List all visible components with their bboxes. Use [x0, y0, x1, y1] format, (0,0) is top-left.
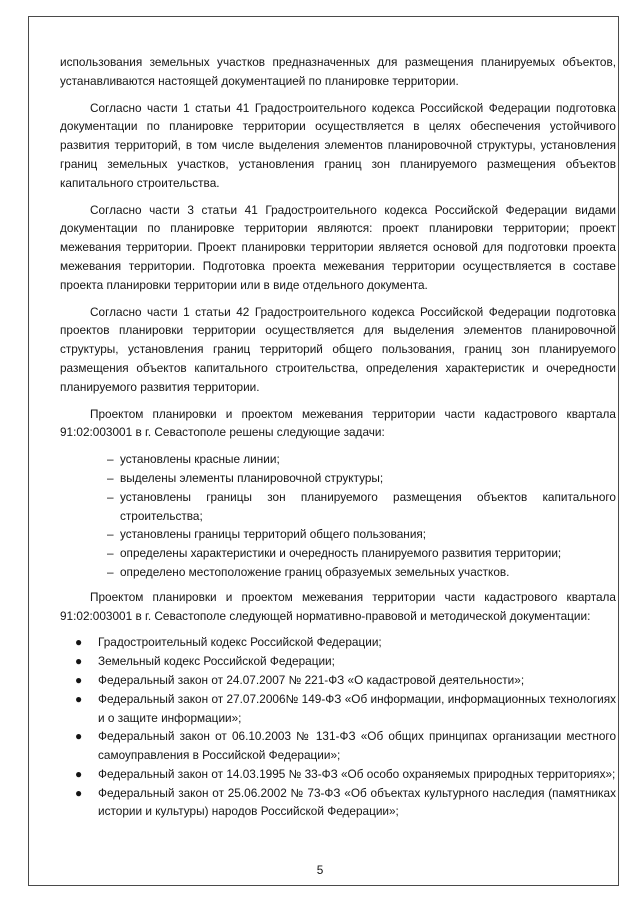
- list-item: – определено местоположение границ образуемых земельных участков.: [60, 563, 616, 582]
- page-number: 5: [316, 863, 324, 877]
- list-item: ● Федеральный закон от 25.06.2002 № 73-ФЗ «Об объектах культурного наследия (памятниках истории и культуры) народов Российской Федерации»;: [75, 785, 616, 819]
- dash-marker: –: [107, 564, 114, 579]
- dash-marker: –: [107, 452, 114, 467]
- list-item: – установлены границы территорий общего пользования;: [60, 525, 616, 544]
- list-item: ● Федеральный закон от 14.03.1995 № 33-ФЗ «Об особо охраняемых природных территориях»;: [60, 765, 616, 784]
- bullet-icon: ●: [75, 672, 83, 687]
- list-item: – выделены элементы планировочной структуры;: [60, 469, 616, 488]
- list-item: ● Градостроительный кодекс Российской Федерации;: [60, 633, 616, 652]
- list-item: – определены характеристики и очередность планируемого развития территории;: [60, 544, 616, 563]
- dash-marker: –: [107, 527, 114, 542]
- dash-marker: –: [107, 546, 114, 561]
- list-item: – установлены красные линии;: [60, 450, 616, 469]
- bullet-icon: ●: [75, 654, 83, 669]
- bullet-icon: ●: [75, 635, 83, 650]
- bullet-icon: ●: [75, 766, 83, 781]
- paragraph-article-42-part-1: Согласно части 1 статьи 42 Градостроительного кодекса Российской Федерации подготовка проектов планировки территории осуществляется для выделения элементов планировочной структуры, установления границ территорий общего пользования, границ зон планируемого размещения объектов капитального строительства, определения характеристик и очередности планируемого развития территории.: [60, 304, 616, 394]
- list-item: ● Федеральный закон от 27.07.2006№ 149-ФЗ «Об информации, информационных технологиях и о защите информации»;: [75, 691, 616, 725]
- paragraph-article-41-part-3: Согласно части 3 статьи 41 Градостроительного кодекса Российской Федерации видами документации по планировке территории являются: проект планировки территории; проект межевания территории. Проект планировки территории является основой для подготовки проекта межевания территории. Подготовка проекта межевания территории осуществляется в составе проекта планировки территории или в виде отдельного документа.: [60, 202, 616, 292]
- paragraph-intro-continuation: использования земельных участков предназначенных для размещения планируемых объектов, устанавливаются настоящей документацией по планировке территории.: [60, 55, 616, 88]
- dash-marker: –: [107, 470, 114, 485]
- list-item: ● Федеральный закон от 06.10.2003 № 131-ФЗ «Об общих принципах организации местного самоуправления в Российской Федерации»;: [75, 729, 616, 763]
- list-item: – установлены границы зон планируемого размещения объектов капитального строительства;: [107, 489, 616, 523]
- paragraph-documents-intro: Проектом планировки и проектом межевания территории части кадастрового квартала 91:02:003001 в г. Севастополе следующей нормативно-правовой и методической документации:: [60, 589, 616, 623]
- document-body: [60, 53, 616, 827]
- list-item: ● Земельный кодекс Российской Федерации;: [60, 652, 616, 671]
- dash-marker: –: [107, 489, 114, 504]
- bullet-icon: ●: [75, 785, 83, 800]
- bullet-icon: ●: [75, 729, 83, 744]
- paragraph-article-41-part-1: Согласно части 1 статьи 41 Градостроительного кодекса Российской Федерации подготовка документации по планировке территории осуществляется в целях обеспечения устойчивого развития территорий, в том числе выделения элементов планировочной структуры, установления границ земельных участков, установления границ зон планируемого размещения объектов капитального строительства.: [60, 100, 616, 190]
- list-item: ● Федеральный закон от 24.07.2007 № 221-ФЗ «О кадастровой деятельности»;: [60, 671, 616, 690]
- paragraph-tasks-intro: Проектом планировки и проектом межевания территории части кадастрового квартала 91:02:003001 в г. Севастополе решены следующие задачи:: [60, 406, 616, 440]
- tasks-list: [60, 450, 616, 582]
- bullet-icon: ●: [75, 691, 83, 706]
- documents-list: [60, 633, 616, 821]
